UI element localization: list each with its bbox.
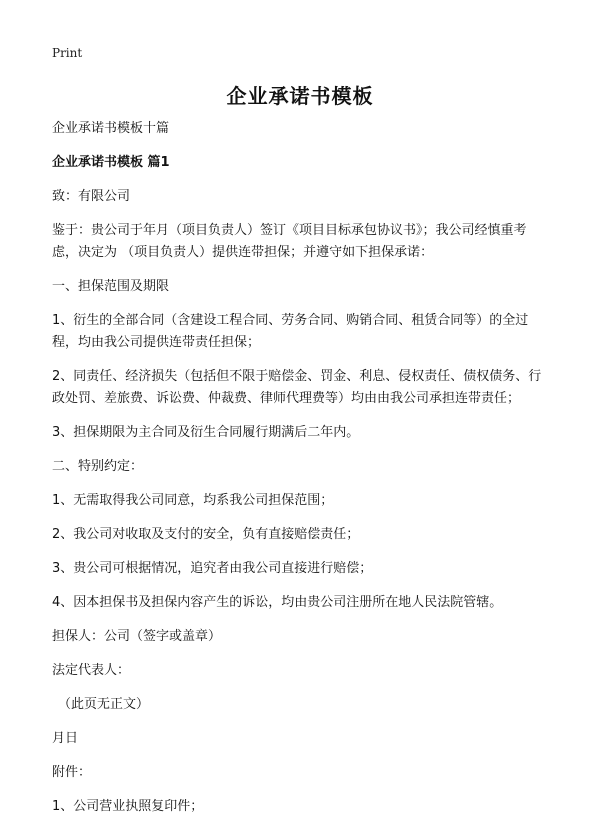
clause-item: 1、衍生的全部合同（含建设工程合同、劳务合同、购销合同、租赁合同等）的全过程，均由我公司提供连带责任担保； xyxy=(52,313,529,350)
no-text-note: （此页无正文） xyxy=(58,697,150,712)
clause-item: 2、我公司对收取及支付的安全，负有直接赔偿责任； xyxy=(52,527,360,542)
clause-heading-special: 二、特别约定： xyxy=(52,459,144,474)
section-heading: 企业承诺书模板 篇1 xyxy=(52,155,170,170)
addressee: 致：有限公司 xyxy=(52,189,131,204)
guarantor-line: 担保人：公司（签字或盖章） xyxy=(52,629,222,644)
attachment-item: 1、公司营业执照复印件； xyxy=(52,799,204,814)
date-line: 月日 xyxy=(52,731,79,746)
document-title: 企业承诺书模板 xyxy=(226,84,374,108)
legal-representative-line: 法定代表人： xyxy=(52,663,131,678)
attachment-heading: 附件： xyxy=(52,765,92,780)
clause-item: 3、担保期限为主合同及衍生合同履行期满后二年内。 xyxy=(52,425,360,440)
document-body xyxy=(52,118,552,830)
preamble-paragraph: 鉴于：贵公司于年月（项目负责人）签订《项目目标承包协议书》；我公司经慎重考虑，决定为 （项目负责人）提供连带担保；并遵守如下担保承诺： xyxy=(52,223,527,260)
clause-item: 1、无需取得我公司同意，均系我公司担保范围； xyxy=(52,493,334,508)
clause-item: 2、同责任、经济损失（包括但不限于赔偿金、罚金、利息、侵权责任、债权债务、行政处罚、差旅费、诉讼费、仲裁费、律师代理费等）均由由我公司承担连带责任； xyxy=(52,369,542,406)
clause-item: 3、贵公司可根据情况，追究者由我公司直接进行赔偿； xyxy=(52,561,373,576)
clause-item: 4、因本担保书及担保内容产生的诉讼，均由贵公司注册所在地人民法院管辖。 xyxy=(52,595,503,610)
print-label: Print xyxy=(52,46,83,60)
subtitle: 企业承诺书模板十篇 xyxy=(52,121,170,136)
clause-heading-scope: 一、担保范围及期限 xyxy=(52,279,170,294)
